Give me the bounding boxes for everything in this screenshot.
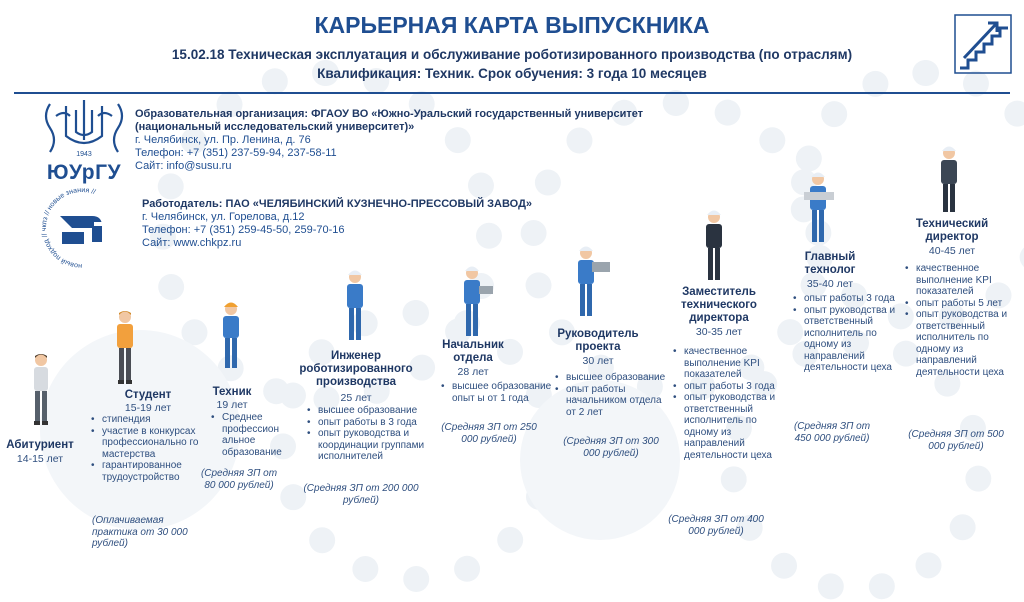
- svg-text:новый подход // чкпз // новые: новый подход // чкпз // новые знания //: [41, 186, 97, 270]
- chief-technologist-figure: [800, 170, 840, 248]
- education-org-name-2: (национальный исследовательский университет)»: [135, 121, 415, 133]
- employer-site: Сайт: www.chkpz.ru: [142, 237, 242, 249]
- stage-tech-director-bullets: [904, 263, 1024, 378]
- career-stairs-icon: [954, 14, 1012, 74]
- stage-tech-director-salary: (Средняя ЗП от 500 000 рублей): [908, 429, 1004, 452]
- deputy-director-figure: [700, 208, 728, 284]
- stage-abiturient-age: 14-15 лет: [16, 453, 64, 465]
- employer-phone: Телефон: +7 (351) 259-45-50, 259-70-16: [142, 224, 345, 236]
- engineer-figure: [340, 268, 370, 346]
- stage-technician-title: Техник: [212, 386, 252, 398]
- stage-dept-head-salary: (Средняя ЗП от 250 000 рублей): [441, 422, 537, 445]
- stage-chief-technologist-bullets: [792, 293, 896, 374]
- stage-student-age: 15-19 лет: [124, 402, 172, 414]
- bullet: • опыт работы начальником отдела от 2 лет: [564, 384, 674, 419]
- stage-deputy-director-bullets: [672, 346, 782, 461]
- stage-engineer-salary: (Средняя ЗП от 200 000 рублей): [303, 483, 419, 506]
- bullet: • качественное выполнение KPI показателей: [682, 346, 782, 381]
- student-figure: [111, 309, 139, 387]
- stage-student-bullets: [90, 414, 212, 483]
- bullet: • опыт руководства и ответственный исполнитель по одному из направлений деятельности цеха: [914, 309, 1024, 378]
- specialty-line: 15.02.18 Техническая эксплуатация и обслуживание роботизированного производства (по отраслям): [171, 47, 853, 62]
- stage-project-lead-bullets: [554, 372, 674, 418]
- stage-project-lead-age: 30 лет: [582, 355, 614, 367]
- page-title: КАРЬЕРНАЯ КАРТА ВЫПУСКНИКА: [314, 12, 710, 38]
- stage-dept-head-bullets: [440, 381, 554, 404]
- employer-name: Работодатель: ПАО «ЧЕЛЯБИНСКИЙ КУЗНЕЧНО-ПРЕССОВЫЙ ЗАВОД»: [142, 198, 533, 210]
- bullet: • опыт работы 3 года: [802, 293, 896, 305]
- stage-tech-director-title: Технический директор: [915, 218, 989, 243]
- stage-technician-bullets: [210, 412, 294, 458]
- stage-dept-head-title: Начальник отдела: [442, 339, 504, 364]
- education-org-info: [135, 108, 735, 173]
- stage-technician-salary: (Средняя ЗП от 80 000 рублей): [200, 468, 278, 491]
- bullet: • опыт работы 3 года: [682, 381, 782, 393]
- education-org-address: г. Челябинск, ул. Пр. Ленина, д. 76: [135, 134, 311, 146]
- bullet: • опыт руководства и ответственный исполнитель по одному из направлений деятельности цеха: [802, 305, 896, 374]
- stage-deputy-director-salary: (Средняя ЗП от 400 000 рублей): [668, 514, 764, 537]
- stage-chief-technologist-age: 35-40 лет: [806, 278, 854, 290]
- stage-engineer-age: 25 лет: [340, 392, 372, 404]
- bullet: • опыт руководства и ответственный исполнитель по одному из направлений деятельности цеха: [682, 392, 782, 461]
- stage-chief-technologist-title: Главный технолог: [804, 251, 856, 276]
- susu-logo-text: ЮУрГУ: [46, 161, 122, 184]
- bullet: • гарантированное трудоустройство: [100, 460, 212, 483]
- education-org-phone: Телефон: +7 (351) 237-59-94, 237-58-11: [135, 147, 337, 159]
- stage-abiturient-title: Абитуриент: [6, 439, 74, 451]
- stage-deputy-director-age: 30-35 лет: [695, 326, 743, 338]
- stage-student-title: Студент: [124, 389, 172, 401]
- bullet: • высшее образование опыт ы от 1 года: [450, 381, 554, 404]
- bullet: • опыт работы в 3 года: [316, 417, 432, 429]
- bullet: • высшее образование: [316, 405, 432, 417]
- bullet: • участие в конкурсах профессионально го мастерства: [100, 426, 212, 461]
- bullet: • высшее образование: [564, 372, 674, 384]
- employer-info: [142, 198, 702, 250]
- education-org-name-1: Образовательная организация: ФГАОУ ВО «Южно-Уральский государственный университет: [135, 108, 644, 120]
- dept-head-figure: [457, 264, 497, 340]
- bullet: • качественное выполнение KPI показателей: [914, 263, 1024, 298]
- bullet: • опыт руководства и координации группами исполнителей: [316, 428, 432, 463]
- stage-deputy-director-title: Заместитель технического директора: [681, 286, 757, 324]
- bullet: • Среднее профессион альное образование: [220, 412, 294, 458]
- bullet: • стипендия: [100, 414, 212, 426]
- stage-project-lead-title: Руководитель проекта: [557, 328, 639, 353]
- stage-dept-head-age: 28 лет: [457, 366, 489, 378]
- svg-text:1943: 1943: [76, 151, 92, 158]
- bullet: • опыт работы 5 лет: [914, 298, 1024, 310]
- stage-tech-director-age: 40-45 лет: [928, 245, 976, 257]
- susu-logo: [36, 96, 132, 184]
- technician-figure: [218, 300, 244, 372]
- abiturient-figure: [28, 352, 54, 426]
- chkpz-logo: [32, 186, 132, 272]
- stage-technician-age: 19 лет: [216, 399, 248, 411]
- header-divider: [14, 92, 1010, 94]
- stage-engineer-title: Инженер роботизированного производства: [299, 350, 413, 388]
- education-org-site: Сайт: info@susu.ru: [135, 160, 232, 172]
- stage-student-salary: (Оплачиваемая практика от 30 000 рублей): [92, 515, 188, 549]
- stage-chief-technologist-salary: (Средняя ЗП от 450 000 рублей): [793, 421, 871, 444]
- tech-director-figure: [934, 144, 964, 216]
- qualification-line: Квалификация: Техник. Срок обучения: 3 года 10 месяцев: [317, 66, 707, 81]
- employer-address: г. Челябинск, ул. Горелова, д.12: [142, 211, 305, 223]
- project-lead-figure: [568, 244, 614, 322]
- stage-project-lead-salary: (Средняя ЗП от 300 000 рублей): [563, 436, 659, 459]
- stage-engineer-bullets: [306, 405, 432, 463]
